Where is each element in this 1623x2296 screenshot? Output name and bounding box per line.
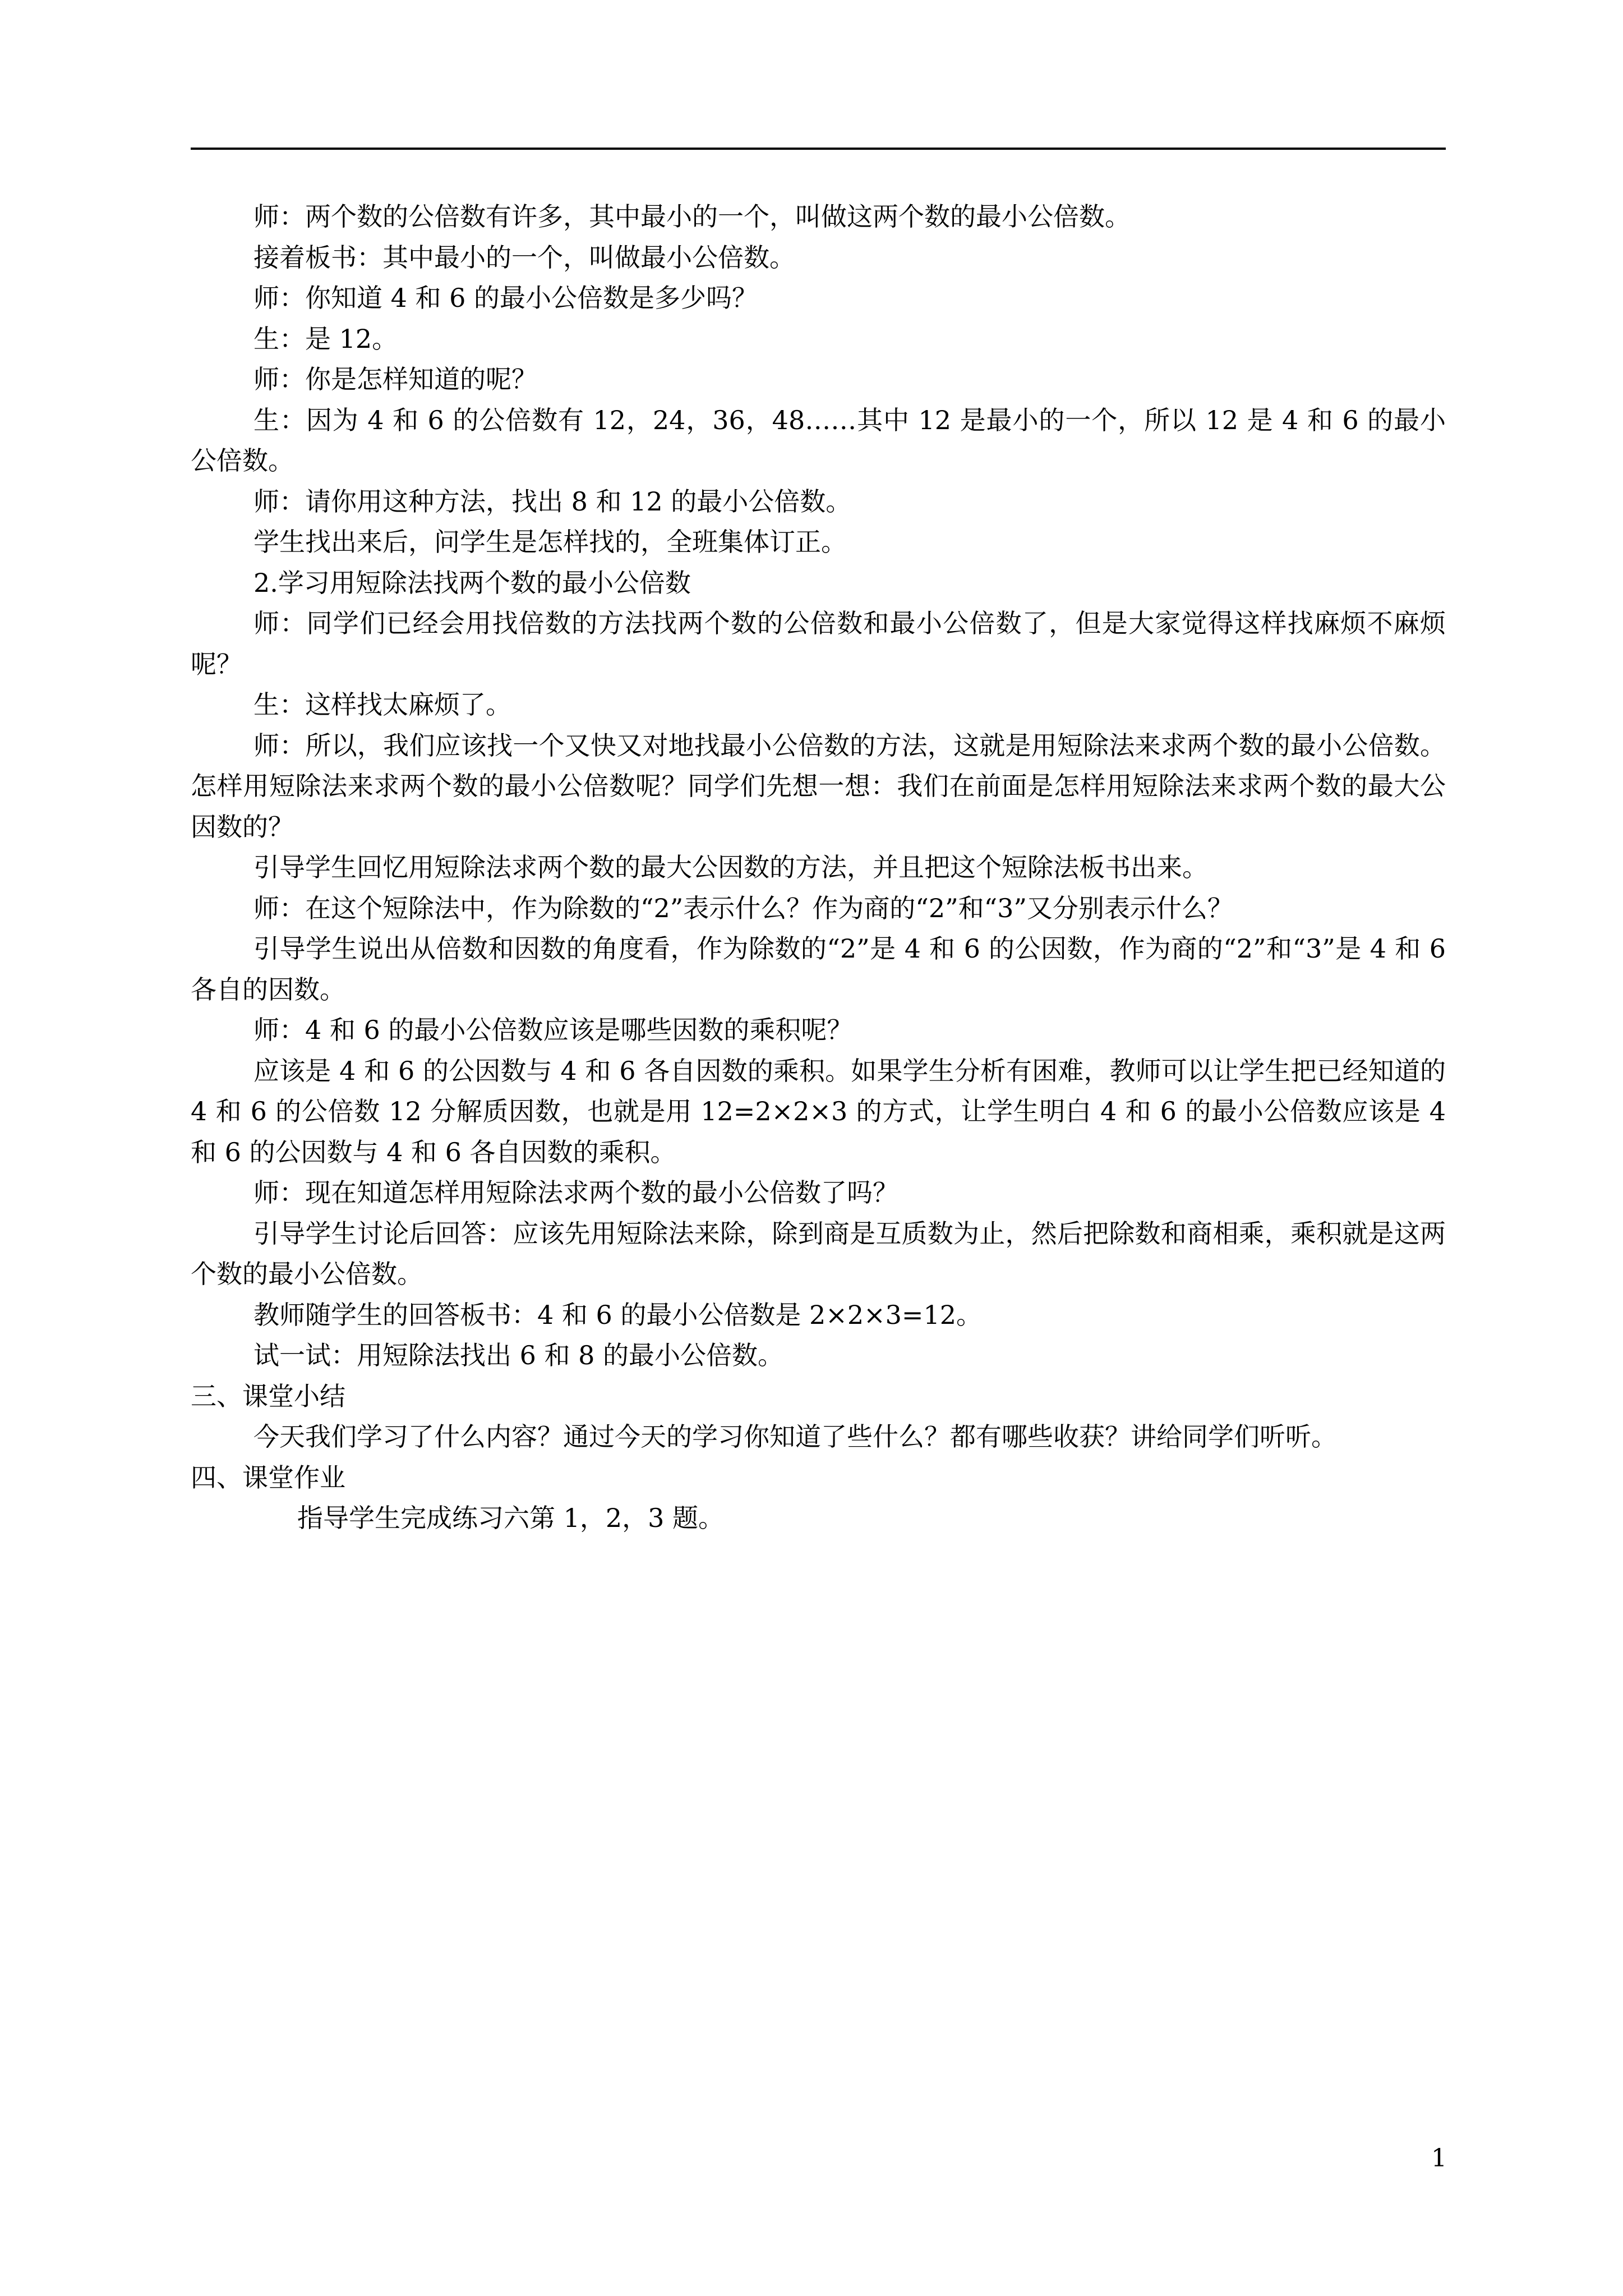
paragraph: 引导学生讨论后回答：应该先用短除法来除，除到商是互质数为止，然后把除数和商相乘，乘积就是这两个数的最小公倍数。 (191, 1218, 1446, 1289)
page-number: 1 (1431, 2144, 1447, 2173)
paragraph: 应该是 4 和 6 的公因数与 4 和 6 各自因数的乘积。如果学生分析有困难，教师可以让学生把已经知道的 4 和 6 的公倍数 12 分解质因数，也就是用 12=2×2×3 的方式，让学生明白 4 和 6 的最小公倍数应该是 4 和 6 的公因数与 4 和 6 各自因数的乘积。 (191, 1055, 1446, 1167)
section-heading-summary: 三、课堂小结 (191, 1381, 345, 1411)
paragraph: 学生找出来后，问学生是怎样找的，全班集体订正。 (253, 527, 847, 557)
paragraph: 引导学生回忆用短除法求两个数的最大公因数的方法，并且把这个短除法板书出来。 (253, 852, 1208, 882)
header-rule (191, 148, 1446, 150)
paragraph: 师：4 和 6 的最小公倍数应该是哪些因数的乘积呢？ (253, 1015, 853, 1045)
paragraph: 师：现在知道怎样用短除法求两个数的最小公倍数了吗？ (253, 1177, 898, 1208)
paragraph: 生：是 12。 (253, 323, 398, 354)
paragraph: 师：你知道 4 和 6 的最小公倍数是多少吗？ (253, 283, 758, 313)
paragraph: 生：因为 4 和 6 的公倍数有 12，24，36，48……其中 12 是最小的一个，所以 12 是 4 和 6 的最小公倍数。 (191, 404, 1446, 476)
paragraph: 师：两个数的公倍数有许多，其中最小的一个，叫做这两个数的最小公倍数。 (253, 201, 1131, 232)
paragraph: 师：你是怎样知道的呢？ (253, 364, 537, 394)
paragraph: 试一试：用短除法找出 6 和 8 的最小公倍数。 (253, 1340, 784, 1370)
section-heading-homework: 四、课堂作业 (191, 1462, 345, 1493)
paragraph: 接着板书：其中最小的一个，叫做最小公倍数。 (253, 242, 795, 273)
paragraph: 师：请你用这种方法，找出 8 和 12 的最小公倍数。 (253, 486, 852, 517)
paragraph: 生：这样找太麻烦了。 (253, 689, 511, 720)
document-body (191, 196, 1446, 1539)
paragraph: 师：在这个短除法中，作为除数的“2”表示什么？作为商的“2”和“3”又分别表示什么？ (253, 892, 1233, 923)
paragraph: 教师随学生的回答板书：4 和 6 的最小公倍数是 2×2×3=12。 (253, 1299, 982, 1330)
paragraph: 师：同学们已经会用找倍数的方法找两个数的公倍数和最小公倍数了，但是大家觉得这样找麻烦不麻烦呢？ (191, 608, 1446, 679)
homework-paragraph: 指导学生完成练习六第 1，2，3 题。 (297, 1503, 725, 1533)
paragraph: 引导学生说出从倍数和因数的角度看，作为除数的“2”是 4 和 6 的公因数，作为商的“2”和“3”是 4 和 6 各自的因数。 (191, 933, 1446, 1005)
summary-paragraph: 今天我们学习了什么内容？通过今天的学习你知道了些什么？都有哪些收获？讲给同学们听听。 (253, 1421, 1337, 1452)
paragraph: 师：所以，我们应该找一个又快又对地找最小公倍数的方法，这就是用短除法来求两个数的最小公倍数。怎样用短除法来求两个数的最小公倍数呢？同学们先想一想：我们在前面是怎样用短除法来求两个数的最大公因数的？ (191, 730, 1446, 842)
subsection-heading: 2.学习用短除法找两个数的最小公倍数 (253, 567, 691, 598)
